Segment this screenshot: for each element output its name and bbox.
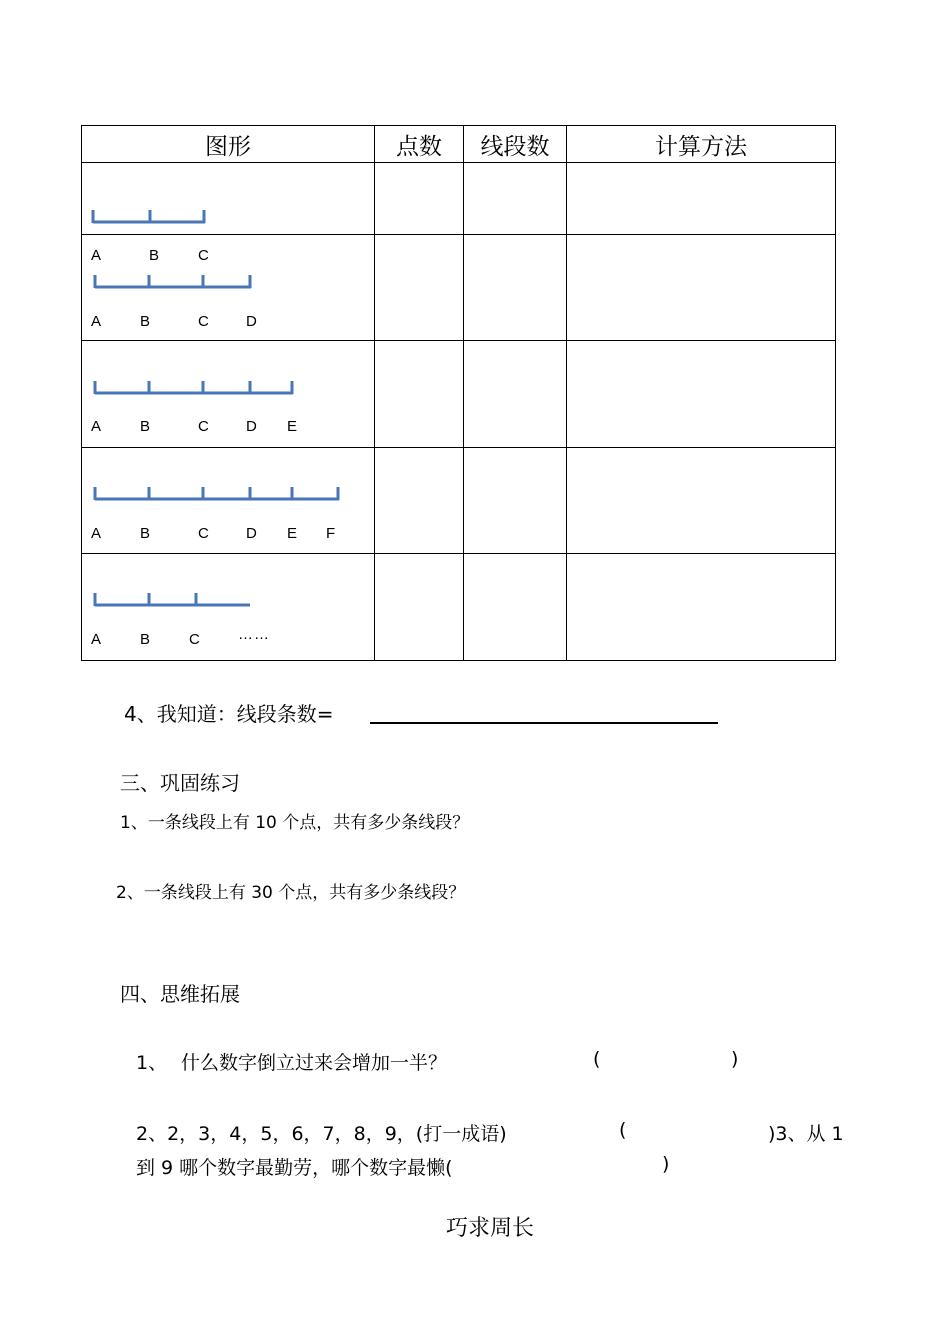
segments-cell[interactable]	[464, 163, 567, 235]
section4-q2-tail: )3、从 1	[768, 1123, 844, 1145]
point-label: B	[140, 418, 151, 435]
conclusion-text: 4、我知道：线段条数=	[124, 702, 334, 726]
segments-cell[interactable]	[464, 341, 567, 448]
table-row	[82, 341, 836, 448]
points-cell[interactable]	[375, 448, 464, 554]
segment-line-graphic	[82, 235, 374, 340]
figure-cell	[82, 448, 375, 554]
table-row	[82, 448, 836, 554]
table-row	[82, 235, 836, 341]
method-cell[interactable]	[567, 163, 836, 235]
point-label: C	[189, 631, 200, 648]
table-row	[82, 554, 836, 661]
section4-q3-paren-close: )	[662, 1153, 670, 1175]
section3-question-2: 2、一条线段上有 30 个点，共有多少条线段？	[116, 883, 466, 903]
segment-figure-4-points	[82, 235, 374, 340]
section4-q1-paren-open: (	[593, 1048, 601, 1070]
point-label: E	[287, 525, 298, 542]
section4-q2-text: 2、2，3，4，5，6，7，8，9，(打一成语)	[136, 1123, 507, 1145]
point-label: A	[91, 631, 102, 648]
points-cell[interactable]	[375, 163, 464, 235]
point-label: A	[91, 418, 102, 435]
point-label: C	[198, 247, 209, 264]
section4-q3-text: 到 9 哪个数字最勤劳，哪个数字最懒(	[136, 1157, 453, 1179]
method-cell[interactable]	[567, 554, 836, 661]
segments-cell[interactable]	[464, 554, 567, 661]
point-label: D	[246, 525, 257, 542]
section4-q2-paren-open: (	[619, 1119, 627, 1141]
method-cell[interactable]	[567, 448, 836, 554]
point-label: C	[198, 313, 209, 330]
point-label: E	[287, 418, 298, 435]
header-figure: 图形	[82, 126, 375, 163]
point-label: B	[140, 525, 151, 542]
section3-question-1: 1、一条线段上有 10 个点，共有多少条线段？	[120, 813, 470, 833]
figure-cell	[82, 341, 375, 448]
segment-line-graphic	[82, 163, 374, 234]
method-cell[interactable]	[567, 235, 836, 341]
section4-q1-paren-close: )	[731, 1048, 739, 1070]
figure-cell	[82, 163, 375, 264]
point-label: B	[149, 247, 160, 264]
segment-table	[81, 125, 836, 661]
point-label: A	[91, 247, 102, 264]
section4-q1-number: 1、	[136, 1052, 168, 1074]
segment-figure-6-points	[82, 448, 374, 553]
point-label: B	[140, 313, 151, 330]
point-label: C	[198, 418, 209, 435]
footer-title: 巧求周长	[446, 1216, 535, 1241]
point-label: F	[326, 525, 336, 542]
segment-line-graphic	[82, 554, 374, 660]
table-header-row	[82, 126, 836, 163]
point-label: D	[246, 313, 257, 330]
point-label: A	[91, 313, 102, 330]
answer-blank-line[interactable]	[370, 722, 718, 724]
points-cell[interactable]	[375, 554, 464, 661]
segment-figure-5-points	[82, 341, 374, 447]
section4-heading: 四、思维拓展	[120, 982, 240, 1006]
ellipsis: ……	[238, 626, 270, 643]
method-cell[interactable]	[567, 341, 836, 448]
segment-figure-n-points	[82, 554, 374, 660]
figure-cell	[82, 554, 375, 661]
section4-q1-text: 什么数字倒立过来会增加一半？	[181, 1052, 448, 1074]
header-method: 计算方法	[567, 126, 836, 163]
point-label: B	[140, 631, 151, 648]
section3-heading: 三、巩固练习	[120, 771, 240, 795]
point-label: A	[91, 525, 102, 542]
point-label: C	[198, 525, 209, 542]
segment-line-graphic	[82, 341, 374, 447]
figure-cell	[82, 235, 375, 341]
segments-cell[interactable]	[464, 448, 567, 554]
header-segments: 线段数	[464, 126, 567, 163]
point-label: D	[246, 418, 257, 435]
table-row	[82, 163, 836, 235]
segments-cell[interactable]	[464, 235, 567, 341]
header-points: 点数	[375, 126, 464, 163]
segment-figure-3-points	[82, 163, 374, 264]
points-cell[interactable]	[375, 235, 464, 341]
points-cell[interactable]	[375, 341, 464, 448]
